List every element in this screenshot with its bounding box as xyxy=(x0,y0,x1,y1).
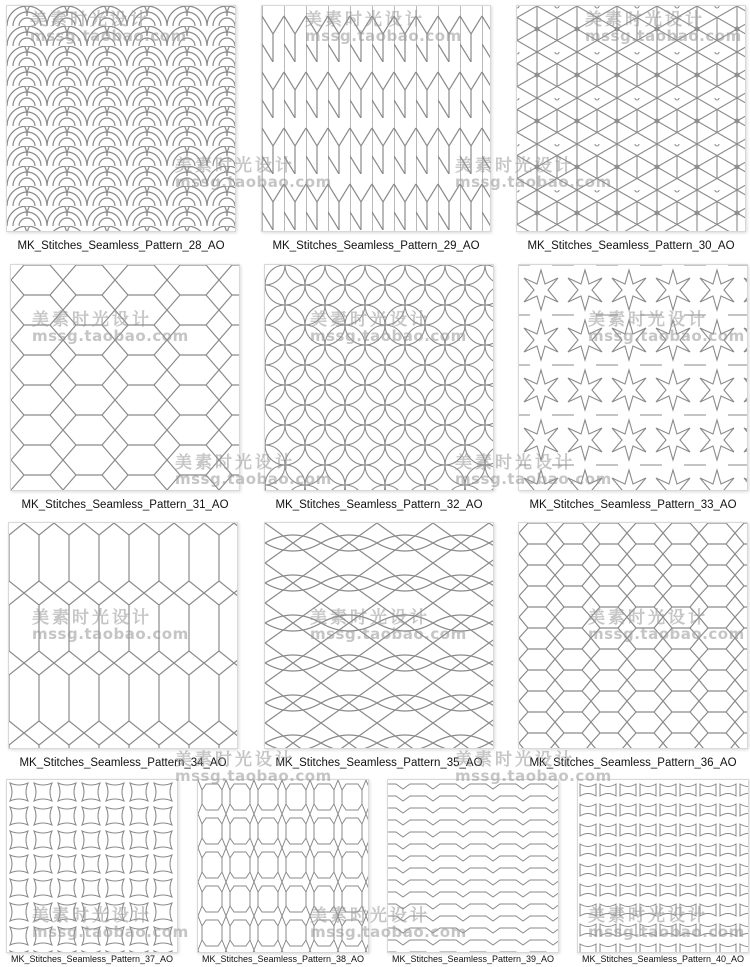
pattern-label: MK_Stitches_Seamless_Pattern_28_AO xyxy=(17,240,225,252)
pattern-tile-35[interactable] xyxy=(264,522,494,776)
pattern-thumbnail[interactable] xyxy=(8,522,238,749)
watermark: 美素时光设计 mssg.taobao.com xyxy=(455,750,612,785)
pattern-tile-28[interactable] xyxy=(6,5,236,259)
elongated-hexagon-pattern-icon xyxy=(9,523,237,748)
pattern-thumbnail[interactable] xyxy=(516,5,746,232)
star-hexagon-pattern-icon xyxy=(519,265,747,490)
rounded-square-pattern-icon xyxy=(7,780,177,952)
zigzag-wave-pattern-icon xyxy=(388,780,558,952)
watermark: 美素时光设计 mssg.taobao.com xyxy=(30,10,187,45)
pattern-label: MK_Stitches_Seamless_Pattern_39_AO xyxy=(391,954,555,964)
pattern-thumbnail[interactable] xyxy=(387,779,559,953)
watermark: 美素时光设计 mssg.taobao.com xyxy=(585,10,742,45)
pattern-thumbnail[interactable] xyxy=(6,5,236,232)
pattern-label: MK_Stitches_Seamless_Pattern_34_AO xyxy=(19,757,227,769)
pattern-tile-39[interactable] xyxy=(387,779,559,967)
star-octagon-pattern-icon xyxy=(198,780,368,952)
watermark: 美素时光设计 mssg.taobao.com xyxy=(310,906,467,941)
wave-lattice-pattern-icon xyxy=(265,523,493,748)
watermark: 美素时光设计 mssg.taobao.com xyxy=(175,156,332,191)
pattern-thumbnail[interactable] xyxy=(6,779,178,953)
watermark: 美素时光设计 mssg.taobao.com xyxy=(588,608,745,643)
watermark: 美素时光设计 mssg.taobao.com xyxy=(455,156,612,191)
watermark: 美素时光设计 mssg.taobao.com xyxy=(310,608,467,643)
watermark: 美素时光设计 mssg.taobao.com xyxy=(175,453,332,488)
watermark: 美素时光设计 mssg.taobao.com xyxy=(32,310,189,345)
pattern-thumbnail[interactable] xyxy=(518,264,748,491)
pattern-label: MK_Stitches_Seamless_Pattern_31_AO xyxy=(21,499,229,511)
pattern-label: MK_Stitches_Seamless_Pattern_40_AO xyxy=(581,954,745,964)
pattern-thumbnail[interactable] xyxy=(261,5,491,232)
pattern-tile-29[interactable] xyxy=(261,5,491,259)
pattern-tile-40[interactable] xyxy=(577,779,749,967)
pattern-label: MK_Stitches_Seamless_Pattern_29_AO xyxy=(272,240,480,252)
watermark: 美素时光设计 mssg.taobao.com xyxy=(32,608,189,643)
pattern-label: MK_Stitches_Seamless_Pattern_33_AO xyxy=(529,499,737,511)
pattern-thumbnail[interactable] xyxy=(518,522,748,749)
pattern-tile-30[interactable] xyxy=(516,5,746,259)
hexagon-pattern-icon xyxy=(11,265,239,490)
scale-pattern-icon xyxy=(7,6,235,231)
pattern-tile-33[interactable] xyxy=(518,264,748,518)
bowtie-pattern-icon xyxy=(578,780,748,952)
pattern-tile-34[interactable] xyxy=(8,522,238,776)
pattern-thumbnail[interactable] xyxy=(577,779,749,953)
pattern-label: MK_Stitches_Seamless_Pattern_30_AO xyxy=(527,240,735,252)
watermark: 美素时光设计 mssg.taobao.com xyxy=(455,453,612,488)
watermark: 美素时光设计 mssg.taobao.com xyxy=(175,750,332,785)
pattern-tile-36[interactable] xyxy=(518,522,748,776)
pattern-tile-38[interactable] xyxy=(197,779,369,967)
watermark: 美素时光设计 mssg.taobao.com xyxy=(305,10,462,45)
hex-mesh-pattern-icon xyxy=(519,523,747,748)
pattern-label: MK_Stitches_Seamless_Pattern_35_AO xyxy=(275,757,483,769)
pattern-thumbnail[interactable] xyxy=(10,264,240,491)
watermark: 美素时光设计 mssg.taobao.com xyxy=(588,310,745,345)
pattern-label: MK_Stitches_Seamless_Pattern_38_AO xyxy=(201,954,365,964)
pattern-thumbnail[interactable] xyxy=(197,779,369,953)
pattern-tile-37[interactable] xyxy=(6,779,178,967)
watermark: 美素时光设计 mssg.taobao.com xyxy=(310,310,467,345)
pattern-thumbnail[interactable] xyxy=(264,522,494,749)
watermark: 美素时光设计 mssg.taobao.com xyxy=(588,906,745,941)
pattern-label: MK_Stitches_Seamless_Pattern_36_AO xyxy=(529,757,737,769)
chevron-stripes-pattern-icon xyxy=(262,6,490,231)
pattern-tile-31[interactable] xyxy=(10,264,240,518)
pattern-label: MK_Stitches_Seamless_Pattern_37_AO xyxy=(10,954,174,964)
shippo-circles-pattern-icon xyxy=(265,265,493,490)
asanoha-star-pattern-icon xyxy=(517,6,745,231)
pattern-thumbnail[interactable] xyxy=(264,264,494,491)
pattern-tile-32[interactable] xyxy=(264,264,494,518)
pattern-label: MK_Stitches_Seamless_Pattern_32_AO xyxy=(275,499,483,511)
watermark: 美素时光设计 mssg.taobao.com xyxy=(32,906,189,941)
